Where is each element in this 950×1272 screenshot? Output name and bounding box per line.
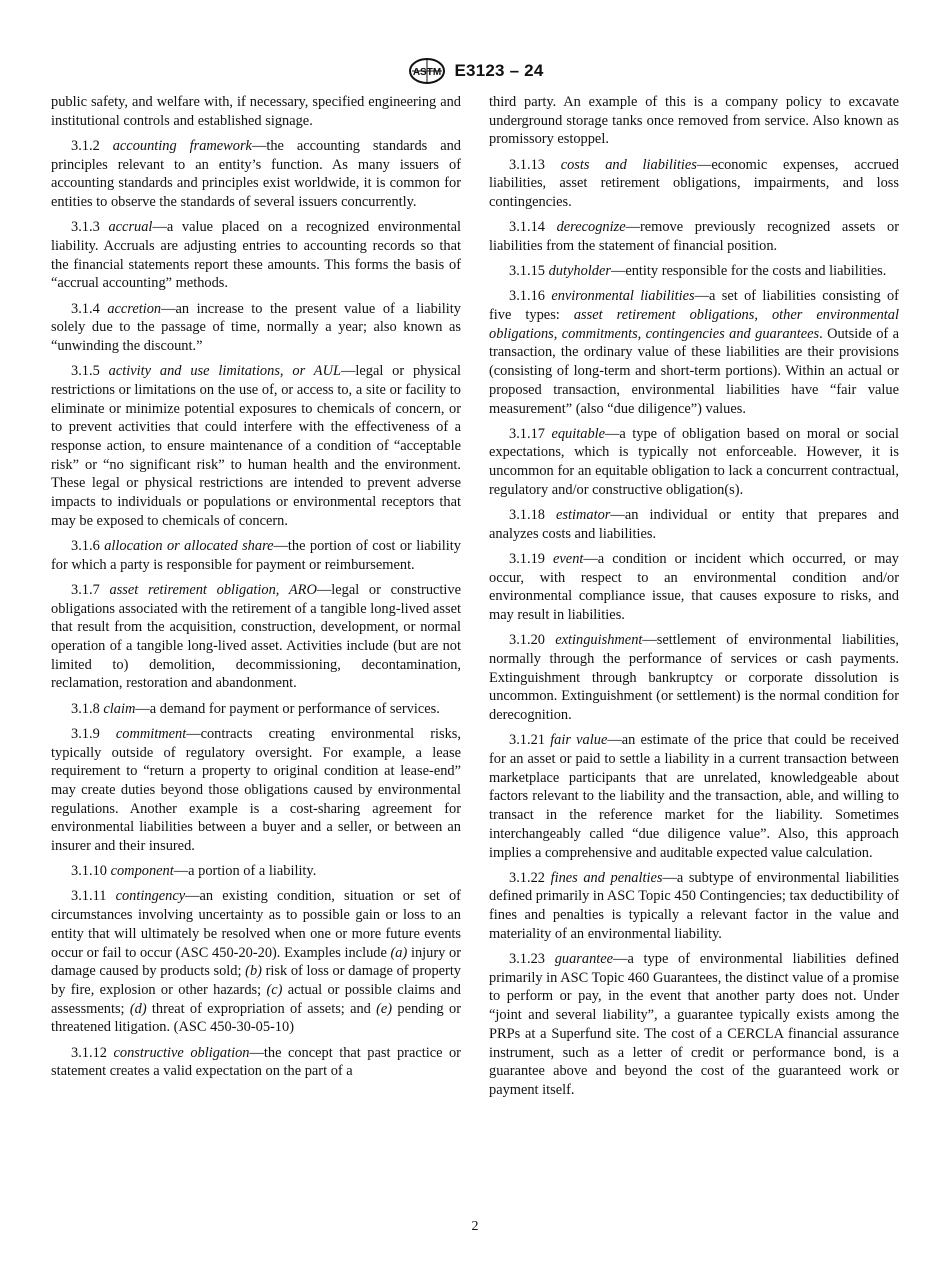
astm-logo-icon — [407, 56, 447, 86]
section-number: 3.1.16 — [509, 288, 545, 305]
definition-3-1-16 — [489, 287, 899, 418]
definition-text: injury or damage caused by products sold; — [51, 944, 461, 980]
defined-term: extinguishment — [555, 632, 643, 649]
definition-text: —an increase to the present value of a liability solely due to the passage of time, normally a year; also known as “unwinding the discount.” — [51, 300, 461, 354]
definition-text: —remove previously recognized assets or liabilities from the statement of financial position. — [489, 219, 899, 254]
defined-term: environmental liabilities — [551, 288, 695, 305]
defined-term: constructive obligation — [113, 1044, 250, 1061]
defined-term: guarantee — [554, 951, 614, 968]
defined-term: contingency — [115, 888, 186, 905]
definition-text: —the portion of cost or liability for which a party is responsible for payment or reimbursement. — [51, 537, 461, 573]
definition-3-1-12 — [51, 1044, 461, 1081]
section-number: 3.1.19 — [509, 550, 545, 567]
definition-3-1-9 — [51, 725, 461, 856]
section-number: 3.1.9 — [71, 725, 100, 742]
defined-term: commitment — [115, 725, 187, 742]
section-number: 3.1.4 — [71, 300, 100, 317]
definition-3-1-21 — [489, 731, 899, 862]
list-marker: (b) — [245, 963, 262, 980]
defined-term: allocation or allocated share — [104, 537, 274, 554]
section-number: 3.1.11 — [71, 888, 107, 905]
definition-3-1-10 — [51, 862, 461, 881]
paragraph-continued: third party. An example of this is a company policy to excavate underground storage tanks once removed from service. Also known as promissory estoppel. — [489, 94, 899, 148]
definition-3-1-14 — [489, 218, 899, 255]
definition-3-1-18 — [489, 506, 899, 543]
definition-text: —economic expenses, accrued liabilities, asset retirement obligations, impairments, and loss contingencies. — [489, 156, 899, 211]
definition-text: —a demand for payment or performance of services. — [135, 700, 440, 717]
definition-3-1-17 — [489, 425, 899, 500]
defined-term: component — [110, 863, 174, 880]
definition-text: —a type of environmental liabilities defined primarily in ASC Topic 460 Guarantees, the distinct value of a promise to perform or pay, in the event that another party does not. Under “joint and several liability”, a guarantee typically exists among the PRPs at a Superfund site. The cost of a CERCLA financial assurance instrument, such as a letter of credit or performance bond, is a guarantee above and beyond the cost of the guaranteed work or payment itself. — [489, 951, 899, 1098]
definition-text: —a value placed on a recognized environmental liability. Accruals are adjusting entries to accounting records so that the financial statements report these amounts. This forms the basis of “accrual accounting” methods. — [51, 219, 461, 292]
page-header — [0, 56, 950, 86]
section-number: 3.1.6 — [71, 537, 100, 554]
section-number: 3.1.2 — [71, 137, 100, 154]
definition-text: —a subtype of environmental liabilities defined primarily in ASC Topic 450 Contingencies; tax deductibility of fines and penalties is typically a relevant factor in the value and materiality of an environmental liability. — [489, 869, 899, 942]
list-marker: (e) — [376, 1000, 393, 1017]
section-number: 3.1.13 — [509, 156, 545, 173]
definition-text: —a portion of a liability. — [173, 863, 317, 880]
definition-3-1-23 — [489, 950, 899, 1100]
paragraph-continued: public safety, and welfare with, if necessary, specified engineering and institutional controls and established signage. — [51, 94, 461, 129]
definition-3-1-3 — [51, 218, 461, 293]
section-number: 3.1.7 — [71, 581, 100, 598]
defined-term: accretion — [107, 300, 162, 317]
definition-3-1-15 — [489, 262, 899, 281]
defined-term: activity and use limitations, or AUL — [108, 363, 341, 380]
definition-text: —an individual or entity that prepares and analyzes costs and liabilities. — [489, 507, 899, 542]
section-number: 3.1.21 — [509, 732, 545, 749]
definition-text: —a set of liabilities consisting of five types: — [489, 288, 899, 324]
definition-text: . Outside of a transaction, the ordinary value of these liabilities are their provisions (consisting of long-term and short-term portions). Within an actual or proposed transaction, environmental liabilities have “fair value measurement” (also “due diligence”) values. — [489, 325, 899, 417]
defined-term: asset retirement obligation, ARO — [109, 581, 317, 598]
definition-3-1-13 — [489, 156, 899, 212]
definition-text: —settlement of environmental liabilities, normally through the performance of services or cash payments. Extinguishment through bankruptcy or corporate dissolution is uncommon. Extinguishment (or settlement) is the normal condition for derecognition. — [489, 632, 899, 724]
defined-term: derecognize — [556, 219, 626, 236]
left-column — [51, 93, 461, 1087]
section-number: 3.1.10 — [71, 863, 107, 880]
definition-text: pending or threatened litigation. (ASC 450-30-05-10) — [51, 1000, 462, 1036]
definition-3-1-19 — [489, 550, 899, 625]
definition-3-1-4 — [51, 300, 461, 356]
defined-term: accounting framework — [112, 137, 252, 154]
definition-3-1-22 — [489, 869, 899, 944]
list-marker: (a) — [390, 944, 408, 961]
defined-term: equitable — [551, 425, 606, 442]
liability-types: asset retirement obligations, other environmental obligations, commitments, contingencies and guarantees — [489, 307, 899, 342]
defined-term: costs and liabilities — [560, 156, 697, 173]
section-number: 3.1.22 — [509, 869, 545, 886]
section-number: 3.1.23 — [509, 951, 545, 968]
defined-term: event — [553, 550, 584, 567]
definition-text: risk of loss or damage of property by fire, explosion or other hazards; — [51, 963, 462, 998]
document-id: E3123 – 24 — [454, 61, 544, 80]
section-number: 3.1.14 — [509, 219, 545, 236]
definition-text: threat of expropriation of assets; and — [146, 1000, 377, 1017]
definition-text: —an estimate of the price that could be received for an asset or paid to settle a liability in a current transaction between marketplace participants that are unrelated, knowledgeable about factors relevant to the liability and the transaction, able, and willing to transact in the reference market for the liability. Sometimes interchangeably called “due diligence value”. Also, this approach implies a comprehensive and auditable expected value calculation. — [489, 732, 899, 861]
section-number: 3.1.8 — [71, 700, 100, 717]
definition-text: —contracts creating environmental risks, typically outside of regulatory oversight. For example, a lease requirement to “return a property to original condition at lease-end” may create duties beyond those obligations caused by environmental regulations. Another example is a cost-sharing agreement for environmental liabilities between a buyer and a seller, or between an insurer and their insured. — [51, 725, 461, 855]
definition-3-1-11 — [51, 887, 461, 1037]
definition-text: —a type of obligation based on moral or social expectations, which is typically not enforceable. However, it is uncommon for an equitable obligation to lack a concurrent contractual, regulatory and/or constructive obligation(s). — [489, 425, 899, 498]
definition-text: —legal or physical restrictions or limitations on the use of, or access to, a site or facility to eliminate or minimize potential exposures to chemicals of concern, or to prevent activities that could interfere with the effectiveness of a response action, to ensure maintenance of a condition of “acceptable risk” or “no significant risk” to human health and the environment. These legal or physical restrictions are intended to prevent adverse impacts to individuals or populations or environmental receptors that may be exposed to chemicals of concern. — [51, 363, 461, 529]
right-column — [489, 93, 899, 1106]
definition-3-1-5 — [51, 362, 461, 530]
section-number: 3.1.12 — [71, 1044, 107, 1061]
definition-text: actual or possible claims and assessments; — [51, 981, 461, 1017]
definition-text: —legal or constructive obligations associated with the retirement of a tangible long-lived asset that result from the acquisition, construction, development, or normal operation of a tangible long-lived asset. Activities include (but are not limited to) demolition, decommissioning, decontamination, reclamation, restoration and abandonment. — [51, 581, 461, 692]
logo-text: ASTM — [412, 67, 441, 78]
list-marker: (d) — [129, 1000, 147, 1017]
defined-term: accrual — [108, 219, 153, 236]
section-number: 3.1.3 — [71, 219, 100, 236]
defined-term: fines and penalties — [550, 869, 663, 886]
section-number: 3.1.5 — [71, 363, 100, 380]
definition-3-1-20 — [489, 631, 899, 725]
section-number: 3.1.20 — [509, 632, 545, 649]
defined-term: estimator — [556, 507, 611, 524]
definition-text: —entity responsible for the costs and liabilities. — [610, 263, 887, 280]
definition-3-1-8 — [51, 700, 461, 719]
section-number: 3.1.15 — [509, 263, 545, 280]
definition-text: —a condition or incident which occurred, or may occur, with respect to an environmental condition and/or environmental compliance issue, that causes exposure to risks, and may result in liabilities. — [489, 550, 899, 624]
defined-term: fair value — [550, 732, 608, 749]
defined-term: dutyholder — [548, 263, 611, 280]
section-number: 3.1.18 — [509, 507, 545, 524]
definition-text: —the concept that past practice or statement creates a valid expectation on the part of a — [51, 1044, 461, 1080]
definition-3-1-2 — [51, 137, 461, 212]
section-number: 3.1.17 — [509, 425, 545, 442]
definition-text: —an existing condition, situation or set of circumstances involving uncertainty as to possible gain or loss to an entity that will ultimately be resolved when one or more future events occur or fail to occur (ASC 450-20-20). Examples include — [51, 888, 461, 961]
defined-term: claim — [103, 700, 136, 717]
definition-3-1-6 — [51, 537, 461, 574]
definition-text: —the accounting standards and principles relevant to an entity’s function. As many issuers of accounting standards and principles exist worldwide, it is common for entities to observe the standards of several issuers concurrently. — [51, 137, 461, 211]
page-number: 2 — [471, 1219, 479, 1234]
definition-3-1-7 — [51, 581, 461, 693]
list-marker: (c) — [266, 981, 283, 998]
